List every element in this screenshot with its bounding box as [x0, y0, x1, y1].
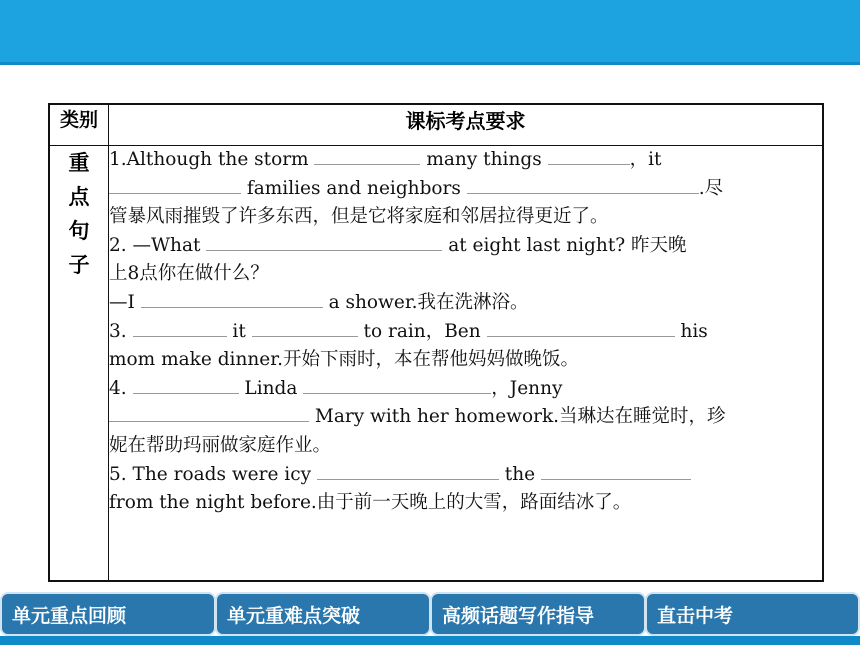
sentence-4-line-1 [109, 375, 822, 404]
blank [133, 318, 227, 337]
nav-button-exam[interactable]: 直击中考 [645, 592, 860, 636]
sentence-2-line-3 [109, 289, 822, 318]
text: .尽 [698, 177, 724, 199]
text: 5. The roads were icy [109, 463, 317, 485]
text: 妮在帮助玛丽做家庭作业。 [109, 434, 332, 456]
text: 上8点你在做什么？ [109, 263, 269, 285]
blank [314, 146, 420, 165]
blank [303, 375, 491, 394]
text: ，it [629, 149, 662, 170]
nav-button-writing-guide[interactable]: 高频话题写作指导 [430, 592, 646, 636]
sentence-1-line-2 [109, 175, 822, 204]
blank [109, 403, 309, 422]
blank [133, 375, 239, 394]
sentence-2-line-1 [109, 232, 822, 261]
text: a shower.我在洗淋浴。 [322, 291, 529, 313]
top-banner-rule [0, 62, 860, 65]
sentence-4-line-2 [109, 403, 822, 432]
text: mom make dinner.开始下雨时，本在帮他妈妈做晚饭。 [109, 349, 579, 371]
nav-button-unit-review[interactable]: 单元重点回顾 [0, 592, 216, 636]
sentence-3-line-1 [109, 318, 822, 347]
blank [487, 318, 675, 337]
blank [467, 175, 699, 194]
text: families and neighbors [241, 177, 467, 199]
text: 4. [109, 377, 133, 399]
text: 2. —What [109, 234, 207, 256]
bottom-bar [0, 636, 860, 645]
text: at eight last night? 昨天晚 [442, 234, 687, 256]
text: his [674, 320, 708, 342]
sentence-5-line-1 [109, 461, 822, 490]
text: Mary with her homework.当琳达在睡觉时，珍 [309, 406, 726, 428]
text: 1.Although the storm [109, 149, 315, 170]
category-label: 重点句子 [68, 151, 90, 277]
sentence-5-line-2 [109, 489, 822, 518]
blank [141, 289, 323, 308]
sentence-2-line-2 [109, 260, 822, 289]
sentence-4-line-3 [109, 432, 822, 461]
sentence-1-line-1 [109, 146, 822, 175]
header-category: 类别 [49, 104, 109, 146]
text: Linda [238, 377, 304, 399]
text: —I [109, 291, 141, 313]
blank [109, 175, 241, 194]
blank [541, 461, 691, 480]
top-banner [0, 0, 860, 62]
text: ，Jenny [491, 377, 563, 399]
sentence-1-line-3 [109, 203, 822, 232]
blank [206, 232, 442, 251]
text: the [498, 463, 541, 485]
text: many things [420, 149, 548, 170]
sentences-cell [109, 146, 824, 582]
nav-button-key-difficulties[interactable]: 单元重难点突破 [215, 592, 431, 636]
text: to rain，Ben [357, 320, 487, 342]
sentence-3-line-2 [109, 346, 822, 375]
table-header-row [49, 104, 823, 146]
text: it [226, 320, 252, 342]
blank [252, 318, 358, 337]
blank [317, 461, 499, 480]
category-cell [49, 146, 109, 582]
text: from the night before.由于前一天晚上的大雪，路面结冰了。 [109, 492, 632, 514]
requirements-table [48, 103, 824, 582]
text: 3. [109, 320, 133, 342]
table-row [49, 146, 823, 582]
text: 管暴风雨摧毁了许多东西，但是它将家庭和邻居拉得更近了。 [109, 206, 609, 228]
header-requirement: 课标考点要求 [109, 104, 824, 146]
blank [548, 146, 630, 165]
